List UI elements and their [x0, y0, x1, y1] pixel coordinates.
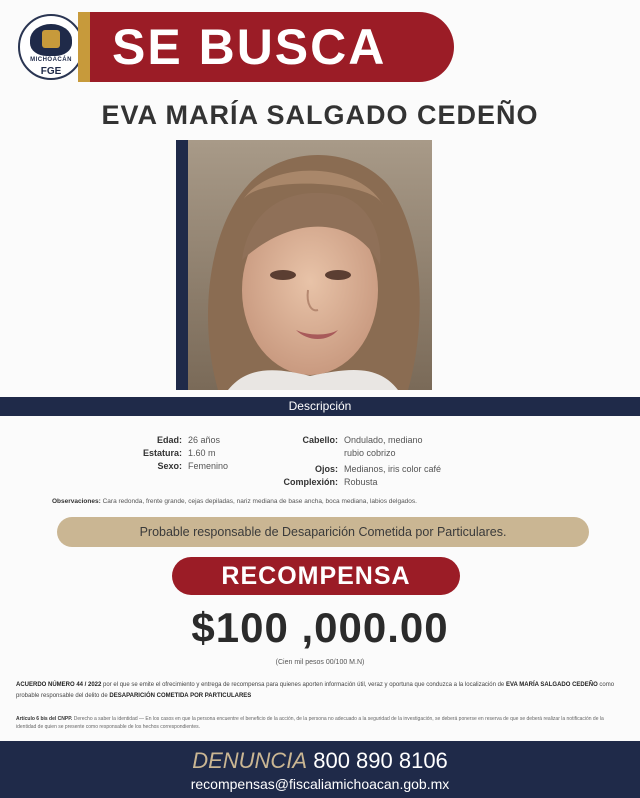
logo-ring-text: MICHOACÁN: [30, 57, 72, 63]
hair-color-value: rubio cobrizo: [344, 448, 396, 458]
agreement-body-2: como probable responsable del delito de: [16, 682, 615, 699]
person-photo: [188, 140, 432, 390]
article-label: Artículo 6 bis del CNPP.: [16, 716, 73, 722]
reward-amount-words: (Cien mil pesos 00/100 M.N): [275, 659, 365, 666]
hair-label: Cabello:: [302, 435, 338, 445]
agreement-crime: DESAPARICIÓN COMETIDA POR PARTICULARES: [109, 693, 252, 699]
header: [0, 0, 640, 92]
denuncia-line: [0, 748, 640, 774]
eyes-value: Medianos, iris color café: [344, 464, 442, 474]
portrait-illustration: [188, 140, 432, 390]
agreement-name: EVA MARÍA SALGADO CEDEÑO: [505, 682, 598, 688]
age-value: 26 años: [188, 435, 221, 445]
height-value: 1.60 m: [188, 448, 216, 458]
agreement-text: [16, 680, 624, 702]
phone-number[interactable]: 800 890 8106: [313, 748, 448, 773]
article-body: Derecho a saber la identidad — En los casos en que la persona encuentre el beneficio de la acción, de la persona no adecuado a la seguridad de la investigación, se deberá ponerse en reserva de que se deberá realizar la notificación de la identidad de quien se presente como responsable de los hechos correspondientes.: [16, 716, 604, 730]
contact-email[interactable]: recompensas@fiscaliamichoacan.gob.mx: [190, 776, 450, 792]
sex-value: Femenino: [188, 461, 229, 471]
description-heading: Descripción: [0, 397, 640, 416]
age-label: Edad:: [156, 435, 182, 445]
agreement-body: por el que se emite el ofrecimiento y entrega de recompensa para quienes aporten información útil, veraz y oportuna que conduzca a la localización de: [103, 682, 505, 688]
logo-text: FGE: [40, 66, 62, 77]
observations-text: Cara redonda, frente grande, cejas depiladas, nariz mediana de base ancha, boca mediana, labios delgados.: [102, 498, 417, 505]
person-name: EVA MARÍA SALGADO CEDEÑO: [101, 100, 539, 130]
se-busca-banner: [90, 12, 454, 82]
fge-logo: [18, 14, 84, 80]
sex-label: Sexo:: [157, 461, 182, 471]
reward-amount: $100 ,000.00: [191, 604, 449, 651]
eyes-label: Ojos:: [314, 464, 338, 474]
observations-label: Observaciones:: [52, 498, 101, 505]
build-label: Complexión:: [283, 477, 338, 487]
hair-value: Ondulado, mediano: [344, 435, 423, 445]
height-label: Estatura:: [142, 448, 182, 458]
page-title: SE BUSCA: [112, 19, 387, 75]
denuncia-label: DENUNCIA: [192, 748, 308, 773]
photo-accent: [176, 140, 188, 390]
emblem-icon: [42, 30, 60, 48]
build-value: Robusta: [344, 477, 378, 487]
reward-banner: RECOMPENSA: [172, 557, 460, 595]
agreement-label: ACUERDO NÚMERO 44 / 2022: [16, 682, 102, 688]
status-banner: Probable responsable de Desaparición Cometida por Particulares.: [57, 517, 589, 547]
observations: [52, 498, 612, 505]
article-text: [16, 715, 624, 731]
